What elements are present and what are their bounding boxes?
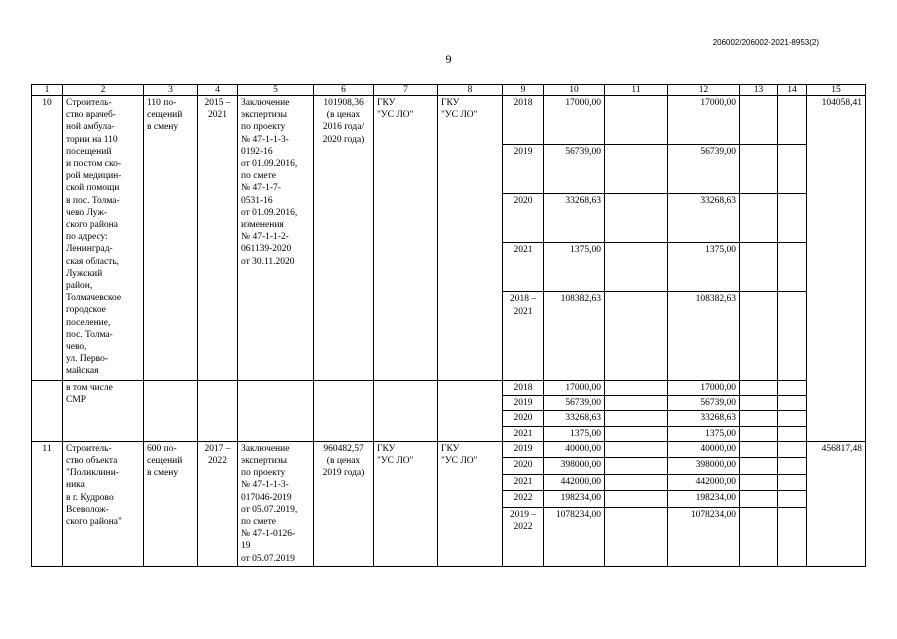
amount-col13 (740, 491, 778, 508)
expertise: Заключение экспертизы по проекту № 47-1-1-3- 0192-16 от 01.09.2016, по смете № 47-1-7- 0531-16 от 01.09.2016, изменения № 47-1-1-2- 061139-2020 от 30.11.2020 (238, 96, 314, 381)
amount-col12: 1375,00 (668, 426, 740, 441)
year: 2020 (503, 458, 544, 475)
amount-col14 (778, 96, 807, 145)
amount-col12: 17000,00 (668, 381, 740, 396)
amount-col14 (778, 426, 807, 441)
amount-col12: 1375,00 (668, 243, 740, 292)
amount-col13 (740, 194, 778, 243)
amount-col11 (605, 145, 668, 194)
header-cell: 3 (144, 85, 198, 96)
capacity: 110 по- сещений в смену (144, 96, 198, 381)
total-value: 456817,48 (807, 441, 866, 566)
amount-col12: 17000,00 (668, 96, 740, 145)
row-number: 11 (32, 441, 63, 566)
header-cell: 14 (778, 85, 807, 96)
expertise (238, 381, 314, 442)
amount-col13 (740, 396, 778, 411)
amount-col11 (605, 396, 668, 411)
customer: ГКУ "УС ЛО" (374, 441, 438, 566)
amount-col13 (740, 507, 778, 566)
header-cell: 15 (807, 85, 866, 96)
estimated-cost: 960482,57 (в ценах 2019 года) (314, 441, 374, 566)
amount-col10: 198234,00 (544, 491, 605, 508)
capacity: 600 по- сещений в смену (144, 441, 198, 566)
header-cell: 12 (668, 85, 740, 96)
amount-col13 (740, 474, 778, 491)
object-name: Строитель- ство врачеб- ной амбула- тории на 110 посещений и постом ско- рой медицин- ской помощи в пос. Толма- чево Луж- ского района по адресу: Ленинград- ская область, Лужский район, Толмачевское городское поселение, пос. Толма- чево, ул. Перво- майская (63, 96, 144, 381)
capacity (144, 381, 198, 442)
year: 2019 (503, 145, 544, 194)
header-cell: 10 (544, 85, 605, 96)
row-number: 10 (32, 96, 63, 381)
page-number: 9 (445, 52, 452, 66)
year: 2021 (503, 426, 544, 441)
amount-col13 (740, 441, 778, 458)
amount-col12: 1078234,00 (668, 507, 740, 566)
amount-col12: 198234,00 (668, 491, 740, 508)
table-row (32, 441, 866, 458)
developer: ГКУ "УС ЛО" (438, 441, 503, 566)
amount-col12: 398000,00 (668, 458, 740, 475)
header-cell: 7 (374, 85, 438, 96)
year: 2021 (503, 243, 544, 292)
amount-col10: 1375,00 (544, 243, 605, 292)
amount-col14 (778, 411, 807, 426)
amount-col13 (740, 243, 778, 292)
amount-col14 (778, 441, 807, 458)
amount-col10: 17000,00 (544, 381, 605, 396)
period (198, 381, 238, 442)
amount-col12: 56739,00 (668, 145, 740, 194)
expertise: Заключение экспертизы по проекту № 47-1-1-3- 017046-2019 от 05.07.2019, по смете № 47-1-0126- 19 от 05.07.2019 (238, 441, 314, 566)
period: 2017 – 2022 (198, 441, 238, 566)
amount-col10: 108382,63 (544, 292, 605, 381)
customer: ГКУ "УС ЛО" (374, 96, 438, 381)
amount-col12: 56739,00 (668, 396, 740, 411)
amount-col10: 40000,00 (544, 441, 605, 458)
amount-col14 (778, 458, 807, 475)
customer (374, 381, 438, 442)
table-row (32, 381, 866, 396)
developer (438, 381, 503, 442)
object-name: Строитель- ство объекта "Поликлини- ника в г. Кудрово Всеволож- ского района" (63, 441, 144, 566)
year: 2019 (503, 441, 544, 458)
amount-col10: 442000,00 (544, 474, 605, 491)
document-id: 206002/206002-2021-8953(2) (712, 38, 819, 47)
amount-col11 (605, 194, 668, 243)
header-cell: 1 (32, 85, 63, 96)
budget-table (31, 84, 866, 567)
year: 2018 (503, 96, 544, 145)
amount-col10: 17000,00 (544, 96, 605, 145)
amount-col10: 33268,63 (544, 194, 605, 243)
header-cell: 6 (314, 85, 374, 96)
period: 2015 – 2021 (198, 96, 238, 381)
amount-col14 (778, 145, 807, 194)
amount-col13 (740, 411, 778, 426)
amount-col10: 1078234,00 (544, 507, 605, 566)
header-cell: 13 (740, 85, 778, 96)
amount-col10: 1375,00 (544, 426, 605, 441)
amount-col11 (605, 243, 668, 292)
amount-col11 (605, 441, 668, 458)
header-cell: 5 (238, 85, 314, 96)
table-row (32, 96, 866, 145)
amount-col10: 56739,00 (544, 396, 605, 411)
row-number (32, 381, 63, 442)
amount-col14 (778, 243, 807, 292)
amount-col13 (740, 458, 778, 475)
amount-col10: 33268,63 (544, 411, 605, 426)
header-cell: 11 (605, 85, 668, 96)
year: 2020 (503, 194, 544, 243)
amount-col14 (778, 396, 807, 411)
total-value: 104058,41 (807, 96, 866, 442)
year-range: 2019 – 2022 (503, 507, 544, 566)
header-cell: 9 (503, 85, 544, 96)
amount-col14 (778, 507, 807, 566)
year: 2022 (503, 491, 544, 508)
amount-col11 (605, 292, 668, 381)
header-row (32, 85, 866, 96)
amount-col11 (605, 458, 668, 475)
amount-col12: 33268,63 (668, 194, 740, 243)
amount-col11 (605, 411, 668, 426)
amount-col11 (605, 491, 668, 508)
amount-col13 (740, 426, 778, 441)
smr-label: в том числе СМР (63, 381, 144, 442)
amount-col11 (605, 381, 668, 396)
amount-col10: 398000,00 (544, 458, 605, 475)
estimated-cost: 101908,36 (в ценах 2016 года/ 2020 года) (314, 96, 374, 381)
amount-col13 (740, 96, 778, 145)
amount-col11 (605, 426, 668, 441)
amount-col13 (740, 292, 778, 381)
developer: ГКУ "УС ЛО" (438, 96, 503, 381)
amount-col13 (740, 145, 778, 194)
amount-col11 (605, 474, 668, 491)
amount-col14 (778, 292, 807, 381)
year-range: 2018 – 2021 (503, 292, 544, 381)
year: 2021 (503, 474, 544, 491)
header-cell: 2 (63, 85, 144, 96)
amount-col14 (778, 491, 807, 508)
amount-col12: 442000,00 (668, 474, 740, 491)
amount-col11 (605, 96, 668, 145)
amount-col14 (778, 194, 807, 243)
amount-col14 (778, 381, 807, 396)
amount-col12: 40000,00 (668, 441, 740, 458)
amount-col10: 56739,00 (544, 145, 605, 194)
year: 2019 (503, 396, 544, 411)
amount-col12: 33268,63 (668, 411, 740, 426)
amount-col11 (605, 507, 668, 566)
year: 2018 (503, 381, 544, 396)
amount-col13 (740, 381, 778, 396)
amount-col14 (778, 474, 807, 491)
amount-col12: 108382,63 (668, 292, 740, 381)
estimated-cost (314, 381, 374, 442)
header-cell: 4 (198, 85, 238, 96)
header-cell: 8 (438, 85, 503, 96)
year: 2020 (503, 411, 544, 426)
